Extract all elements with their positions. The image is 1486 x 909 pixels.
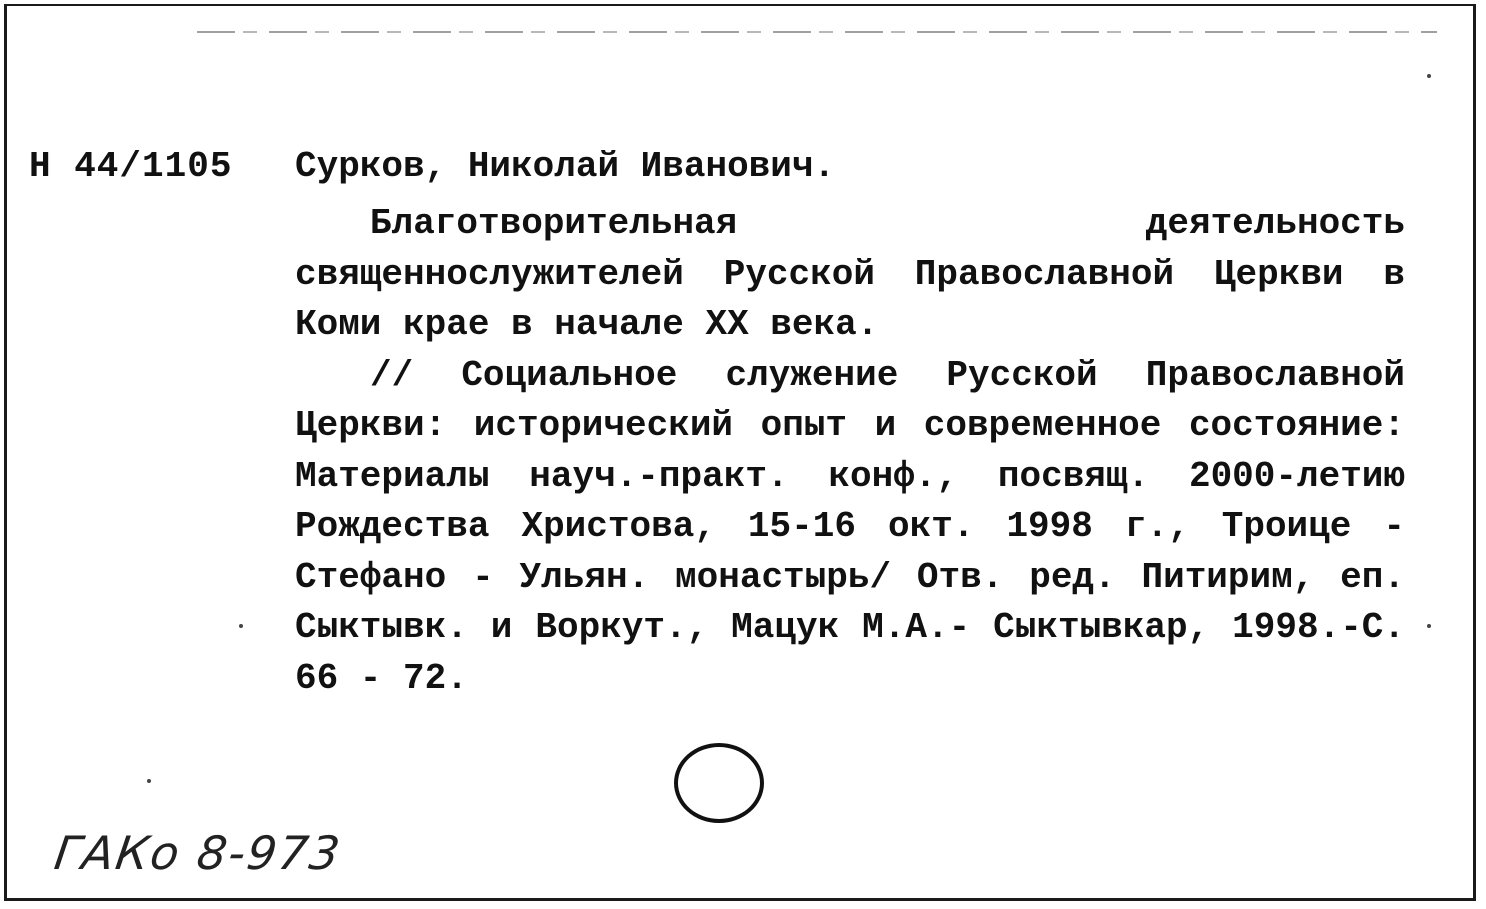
- source-paragraph: // Социальное служение Русской Православной Церкви: исторический опыт и современное состояние: Материалы науч.-практ. конф., посвящ. 2000-летию Рождества Христова, 15-16 окт. 1998 г., Троице - Стефано - Ульян. монастырь/ Отв. ред. Питирим, еп. Сыктывк. и Воркут., Мацук М.А.- Сыктывкар, 1998.-С. 66 - 72.: [295, 354, 1405, 699]
- bibliographic-description: [295, 199, 1405, 704]
- scan-speck: [1427, 624, 1431, 628]
- punch-hole: [674, 743, 764, 823]
- catalog-card: [4, 4, 1476, 901]
- scan-speck: [1427, 74, 1431, 78]
- scan-scratch-line: [197, 31, 1437, 33]
- title-paragraph: Благотворительная деятельность священнослужителей Русской Православной Церкви в Коми крае в начале XX века.: [295, 203, 1405, 345]
- handwritten-archive-note: ГАКо 8-973: [51, 826, 345, 880]
- shelfmark: Н 44/1105: [29, 146, 233, 187]
- author-heading: Сурков, Николай Иванович.: [295, 146, 836, 187]
- scan-speck: [239, 624, 243, 628]
- scan-speck: [147, 779, 151, 783]
